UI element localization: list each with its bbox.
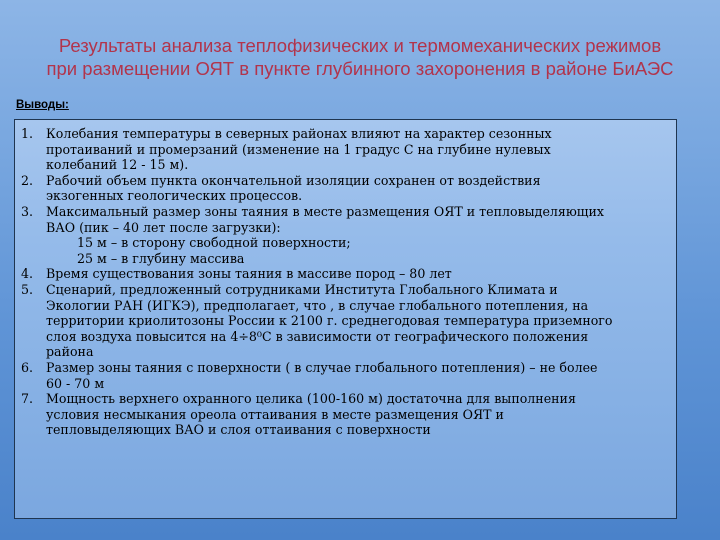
- list-item: [21, 204, 671, 266]
- title-line-2: при размещении ОЯТ в пункте глубинного захоронения в районе БиАЭС: [46, 58, 674, 79]
- item-line: Размер зоны таяния с поверхности ( в случае глобального потепления) – не более: [46, 359, 598, 375]
- item-line: 60 - 70 м: [46, 375, 105, 391]
- list-item: [21, 173, 671, 204]
- item-line: района: [46, 344, 94, 360]
- item-line: Максимальный размер зоны таяния в месте размещения ОЯТ и тепловыделяющих: [46, 203, 605, 219]
- item-line: экзогенных геологических процессов.: [46, 188, 303, 204]
- item-line: Рабочий объем пункта окончательной изоляции сохранен от воздействия: [46, 172, 541, 188]
- item-number: 2.: [21, 172, 34, 188]
- item-line: тепловыделяющих ВАО и слоя оттаивания с поверхности: [46, 422, 431, 438]
- item-number: 4.: [21, 266, 34, 282]
- list-item: [21, 266, 671, 282]
- item-line: Экологии РАН (ИГКЭ), предполагает, что , в случае глобального потепления, на: [46, 297, 589, 313]
- list-item: [21, 126, 671, 173]
- item-line: территории криолитозоны России к 2100 г. среднегодовая температура приземного: [46, 313, 613, 329]
- conclusions-label: Выводы:: [16, 99, 69, 111]
- item-line: Время существования зоны таяния в массиве пород – 80 лет: [46, 266, 452, 282]
- item-line: слоя воздуха повысится на 4÷8⁰С в зависимости от географического положения: [46, 328, 589, 344]
- item-line: протаиваний и промерзаний (изменение на 1 градус С на глубине нулевых: [46, 141, 551, 157]
- item-line: колебаний 12 - 15 м).: [46, 157, 189, 173]
- item-line: 15 м – в сторону свободной поверхности;: [77, 235, 351, 251]
- item-number: 7.: [21, 391, 34, 407]
- list-item: [21, 391, 671, 438]
- conclusions-box: [14, 119, 677, 519]
- item-line: Мощность верхнего охранного целика (100-160 м) достаточна для выполнения: [46, 391, 576, 407]
- item-line: Колебания температуры в северных районах влияют на характер сезонных: [46, 126, 552, 141]
- item-number: 3.: [21, 203, 34, 219]
- page-title: [0, 34, 720, 80]
- item-number: 1.: [21, 126, 34, 141]
- item-number: 5.: [21, 281, 34, 297]
- item-line: условия несмыкания ореола оттаивания в месте размещения ОЯТ и: [46, 406, 504, 422]
- item-line: Сценарий, предложенный сотрудниками Института Глобального Климата и: [46, 281, 558, 297]
- conclusions-list: [21, 126, 671, 438]
- title-line-1: Результаты анализа теплофизических и термомеханических режимов: [58, 35, 662, 56]
- list-item: [21, 282, 671, 360]
- item-line: ВАО (пик – 40 лет после загрузки):: [46, 219, 281, 235]
- item-line: 25 м – в глубину массива: [77, 250, 245, 266]
- item-number: 6.: [21, 359, 34, 375]
- list-item: [21, 360, 671, 391]
